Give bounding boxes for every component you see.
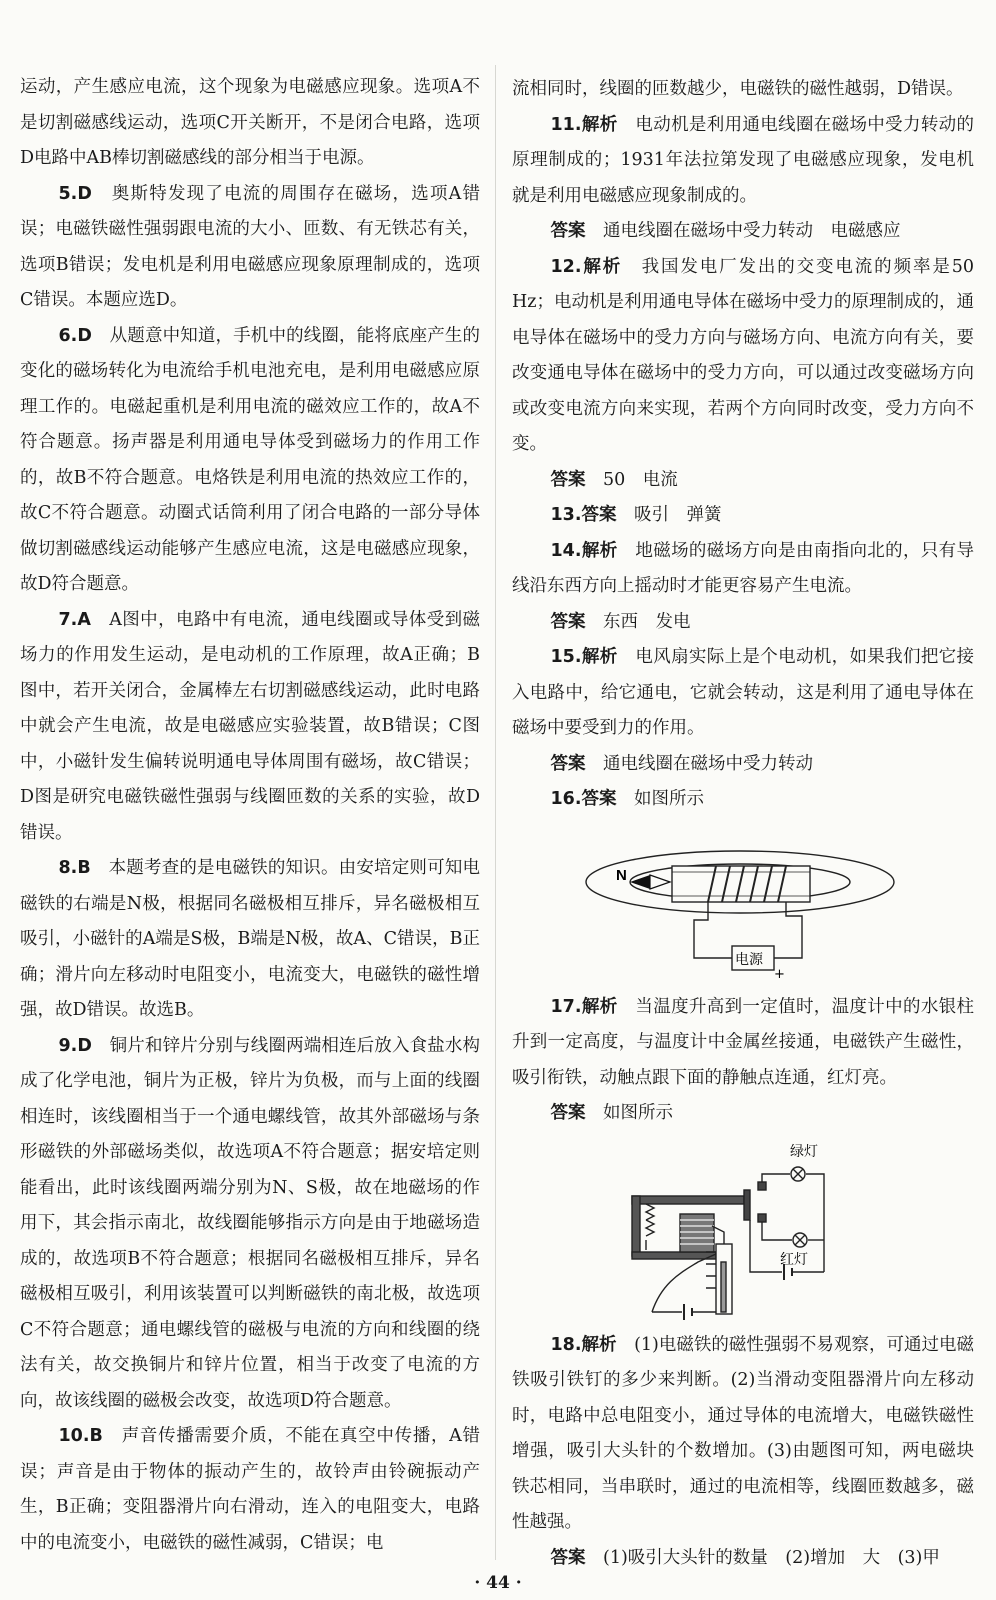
answer-number: 11. bbox=[550, 114, 582, 135]
answer-text: 声音传播需要介质，不能在真空中传播，A错误；声音是由于物体的振动产生的，故铃声由铃碗振动产生，B正确；变阻器滑片向右滑动，连入的电阻变大，电路中的电流变小，电磁铁的磁性减弱，C错误；电 bbox=[20, 1426, 481, 1553]
analysis-keyword: 解析 bbox=[581, 647, 618, 667]
red-lamp-label: 红灯 bbox=[780, 1251, 808, 1268]
paragraph: 流相同时，线圈的匝数越少，电磁铁的磁性越弱，D错误。 bbox=[512, 79, 964, 99]
power-source-label: 电源 bbox=[735, 951, 763, 968]
answer-14-analysis bbox=[512, 534, 974, 605]
answer-text: A图中，电路中有电流，通电线圈或导体受到磁场力的作用发生运动，是电动机的工作原理，故A正确；B图中，若开关闭合，金属棒左右切割磁感线运动，此时电路中就会产生电流，故是电磁感应实验装置，故B错误；C图中，小磁针发生偏转说明通电导体周围有磁场，故C错误；D图是研究电磁铁磁性强弱与线圈匝数的关系的实验，故D错误。 bbox=[20, 609, 481, 843]
answer-number: 5.D bbox=[58, 183, 92, 204]
answer-number: 12. bbox=[550, 256, 582, 277]
mercury-column bbox=[721, 1262, 726, 1312]
frame-base bbox=[632, 1252, 716, 1259]
north-pole-label: N bbox=[616, 866, 627, 884]
answer-text: 吸引 弹簧 bbox=[634, 505, 722, 525]
answer-number: 14. bbox=[550, 540, 582, 561]
answer-number: 8.B bbox=[58, 858, 91, 878]
answer-number: 9.D bbox=[58, 1035, 92, 1056]
answer-15-result bbox=[512, 747, 974, 783]
solenoid-diagram bbox=[512, 818, 974, 990]
answer-number: 15. bbox=[550, 647, 582, 667]
answer-number: 6.D bbox=[58, 325, 92, 346]
answer-text: 东西 发电 bbox=[603, 611, 691, 632]
answer-9 bbox=[20, 1029, 480, 1420]
answer-12-result bbox=[512, 463, 974, 499]
page-number: · 44 · bbox=[474, 1573, 522, 1593]
answer-text: 从题意中知道，手机中的线圈，能将底座产生的变化的磁场转化为电流给手机电池充电，是利用电磁感应原理工作的。电磁起重机是利用电流的磁效应工作的，故A不符合题意。扬声器是利用通电导体受到磁场力的作用工作的，故B不符合题意。电烙铁是利用电流的热效应工作的，故C不符合题意。动圈式话筒利用了闭合电路的一部分导体做切割磁感线运动能够产生感应电流，这是电磁感应现象，故D符合题意。 bbox=[20, 325, 481, 594]
wire-right-rail bbox=[806, 1174, 824, 1272]
answer-text: 50 电流 bbox=[603, 469, 678, 490]
answer-text: 地磁场的磁场方向是由南指向北的，只有导线沿东西方向上摇动时才能更容易产生电流。 bbox=[512, 540, 975, 596]
answer-text: 本题考查的是电磁铁的知识。由安培定则可知电磁铁的右端是N极，根据同名磁极相互排斥，异名磁极相互吸引，小磁针的A端是S极，B端是N极，故A、C错误，B正确；滑片向左移动时电阻变小，电流变大，电磁铁的磁性增强，故D错误。故选B。 bbox=[20, 858, 481, 1020]
answer-14-result bbox=[512, 605, 974, 641]
answer-text: (1)电磁铁的磁性强弱不易观察，可通过电磁铁吸引铁钉的多少来判断。(2)当滑动变阻器滑片向左移动时，电路中总电阻变小，通过导体的电流增大，电磁铁磁性增强，吸引大头针的个数增加。(3)由题图可知，两电磁块铁芯相同，当串联时，通过的电流相等，线圈匝数越多，磁性越强。 bbox=[512, 1334, 975, 1532]
answer-6 bbox=[20, 319, 480, 603]
answer-text: 奥斯特发现了电流的周围存在磁场，选项A错误；电磁铁磁性强弱跟电流的大小、匝数、有无铁芯有关，选项B错误；发电机是利用电磁感应现象原理制成的，选项C错误。本题应选D。 bbox=[20, 183, 481, 310]
answer-11-result bbox=[512, 214, 974, 250]
answer-8 bbox=[20, 851, 480, 1029]
positive-terminal-label: + bbox=[774, 966, 785, 982]
analysis-keyword: 解析 bbox=[581, 114, 618, 135]
answer-text: 我国发电厂发出的交变电流的频率是50 Hz；电动机是利用通电导体在磁场中受力的原理制成的，通电导体在磁场中的受力方向与磁场方向、电流方向有关，要改变通电导体在磁场中的受力方向，可以通过改变磁场方向或改变电流方向来实现，若两个方向同时改变，受力方向不变。 bbox=[512, 256, 974, 454]
answer-15-analysis bbox=[512, 640, 974, 747]
answer-17-analysis bbox=[512, 990, 974, 1097]
answer-5 bbox=[20, 177, 480, 319]
answer-number: 17. bbox=[550, 996, 582, 1017]
answer-keyword: 答案 bbox=[550, 753, 586, 774]
answer-7 bbox=[20, 603, 480, 852]
green-lamp-label: 绿灯 bbox=[790, 1143, 818, 1160]
compass-needle-right bbox=[650, 875, 670, 889]
column-divider bbox=[495, 65, 496, 1560]
relay-circuit-diagram bbox=[512, 1132, 974, 1328]
answer-number: 7.A bbox=[58, 609, 91, 630]
answer-number: 10.B bbox=[58, 1426, 103, 1446]
left-column bbox=[20, 70, 480, 1561]
answer-number: 16. bbox=[550, 789, 582, 809]
right-column bbox=[512, 72, 974, 1576]
control-battery bbox=[684, 1304, 692, 1320]
static-contact-upper bbox=[758, 1182, 766, 1190]
moving-contact bbox=[744, 1190, 750, 1220]
answer-keyword: 答案 bbox=[550, 1547, 586, 1568]
answer-number: 18. bbox=[550, 1334, 582, 1355]
answer-text: 如图所示 bbox=[634, 789, 705, 809]
answer-keyword: 答案 bbox=[550, 611, 586, 632]
wire-battery bbox=[750, 1220, 782, 1272]
answer-number: 13. bbox=[550, 505, 582, 525]
answer-16 bbox=[512, 782, 974, 818]
paragraph: 运动，产生感应电流，这个现象为电磁感应现象。选项A不是切割磁感线运动，选项C开关断开，不是闭合电路，选项D电路中AB棒切割磁感线的部分相当于电源。 bbox=[20, 77, 480, 168]
answer-18-analysis bbox=[512, 1328, 974, 1541]
control-wire bbox=[652, 1254, 716, 1312]
analysis-keyword: 解析 bbox=[581, 1334, 617, 1355]
answer-17-result bbox=[512, 1096, 974, 1132]
frame-post bbox=[632, 1196, 640, 1256]
analysis-keyword: 解析 bbox=[581, 996, 618, 1017]
answer-text: 通电线圈在磁场中受力转动 电磁感应 bbox=[603, 221, 901, 241]
answer-keyword: 答案 bbox=[550, 221, 586, 241]
answer-keyword: 答案 bbox=[550, 469, 586, 490]
relay-figure bbox=[512, 1132, 974, 1328]
wire-red bbox=[762, 1222, 792, 1240]
answer-keyword: 答案 bbox=[550, 1103, 586, 1123]
answer-text: 电风扇实际上是个电动机，如果我们把它接入电路中，给它通电，它就会转动，这是利用了通电导体在磁场中要受到力的作用。 bbox=[512, 647, 975, 738]
answer-keyword: 答案 bbox=[581, 505, 617, 525]
wire-left bbox=[694, 902, 732, 958]
answer-text: (1)吸引大头针的数量 (2)增加 大 (3)甲 bbox=[603, 1547, 940, 1568]
answer-13 bbox=[512, 498, 974, 534]
answer-text: 电动机是利用通电线圈在磁场中受力转动的原理制成的；1931年法拉第发现了电磁感应现象，发电机就是利用电磁感应现象制成的。 bbox=[512, 114, 975, 206]
answer-10 bbox=[20, 1419, 480, 1561]
answer-text: 当温度升高到一定值时，温度计中的水银柱升到一定高度，与温度计中金属丝接通，电磁铁产生磁性，吸引衔铁，动触点跟下面的静触点连通，红灯亮。 bbox=[512, 996, 975, 1088]
spring bbox=[646, 1204, 654, 1250]
armature-bar bbox=[632, 1196, 744, 1204]
answer-18-result bbox=[512, 1541, 974, 1577]
solenoid-figure bbox=[512, 818, 974, 990]
answer-text: 铜片和锌片分别与线圈两端相连后放入食盐水构成了化学电池，铜片为正极，锌片为负极，而与上面的线圈相连时，该线圈相当于一个通电螺线管，故其外部磁场与条形磁铁的外部磁场类似，故选项A不符合题意；据安培定则能看出，此时该线圈两端分别为N、S极，故在地磁场的作用下，其会指示南北，故线圈能够指示方向是由于地磁场造成的，故选项B不符合题意；根据同名磁极相互排斥，异名磁极相互吸引，利用该装置可以判断磁铁的南北极，故选项C不符合题意；通电螺线管的磁极与电流的方向和线圈的绕法有关，故交换铜片和锌片位置，相当于改变了电流的方向，故该线圈的磁极会改变，故选项D符合题意。 bbox=[20, 1035, 481, 1411]
analysis-keyword: 解析 bbox=[581, 540, 618, 561]
answer-keyword: 答案 bbox=[581, 789, 617, 809]
analysis-keyword: 解析 bbox=[581, 256, 623, 277]
static-contact-lower bbox=[758, 1214, 766, 1222]
answer-text: 通电线圈在磁场中受力转动 bbox=[603, 753, 813, 774]
answer-text: 如图所示 bbox=[603, 1103, 673, 1123]
wire-green bbox=[762, 1174, 790, 1182]
answer-12-analysis bbox=[512, 250, 974, 463]
answer-11-analysis bbox=[512, 108, 974, 215]
